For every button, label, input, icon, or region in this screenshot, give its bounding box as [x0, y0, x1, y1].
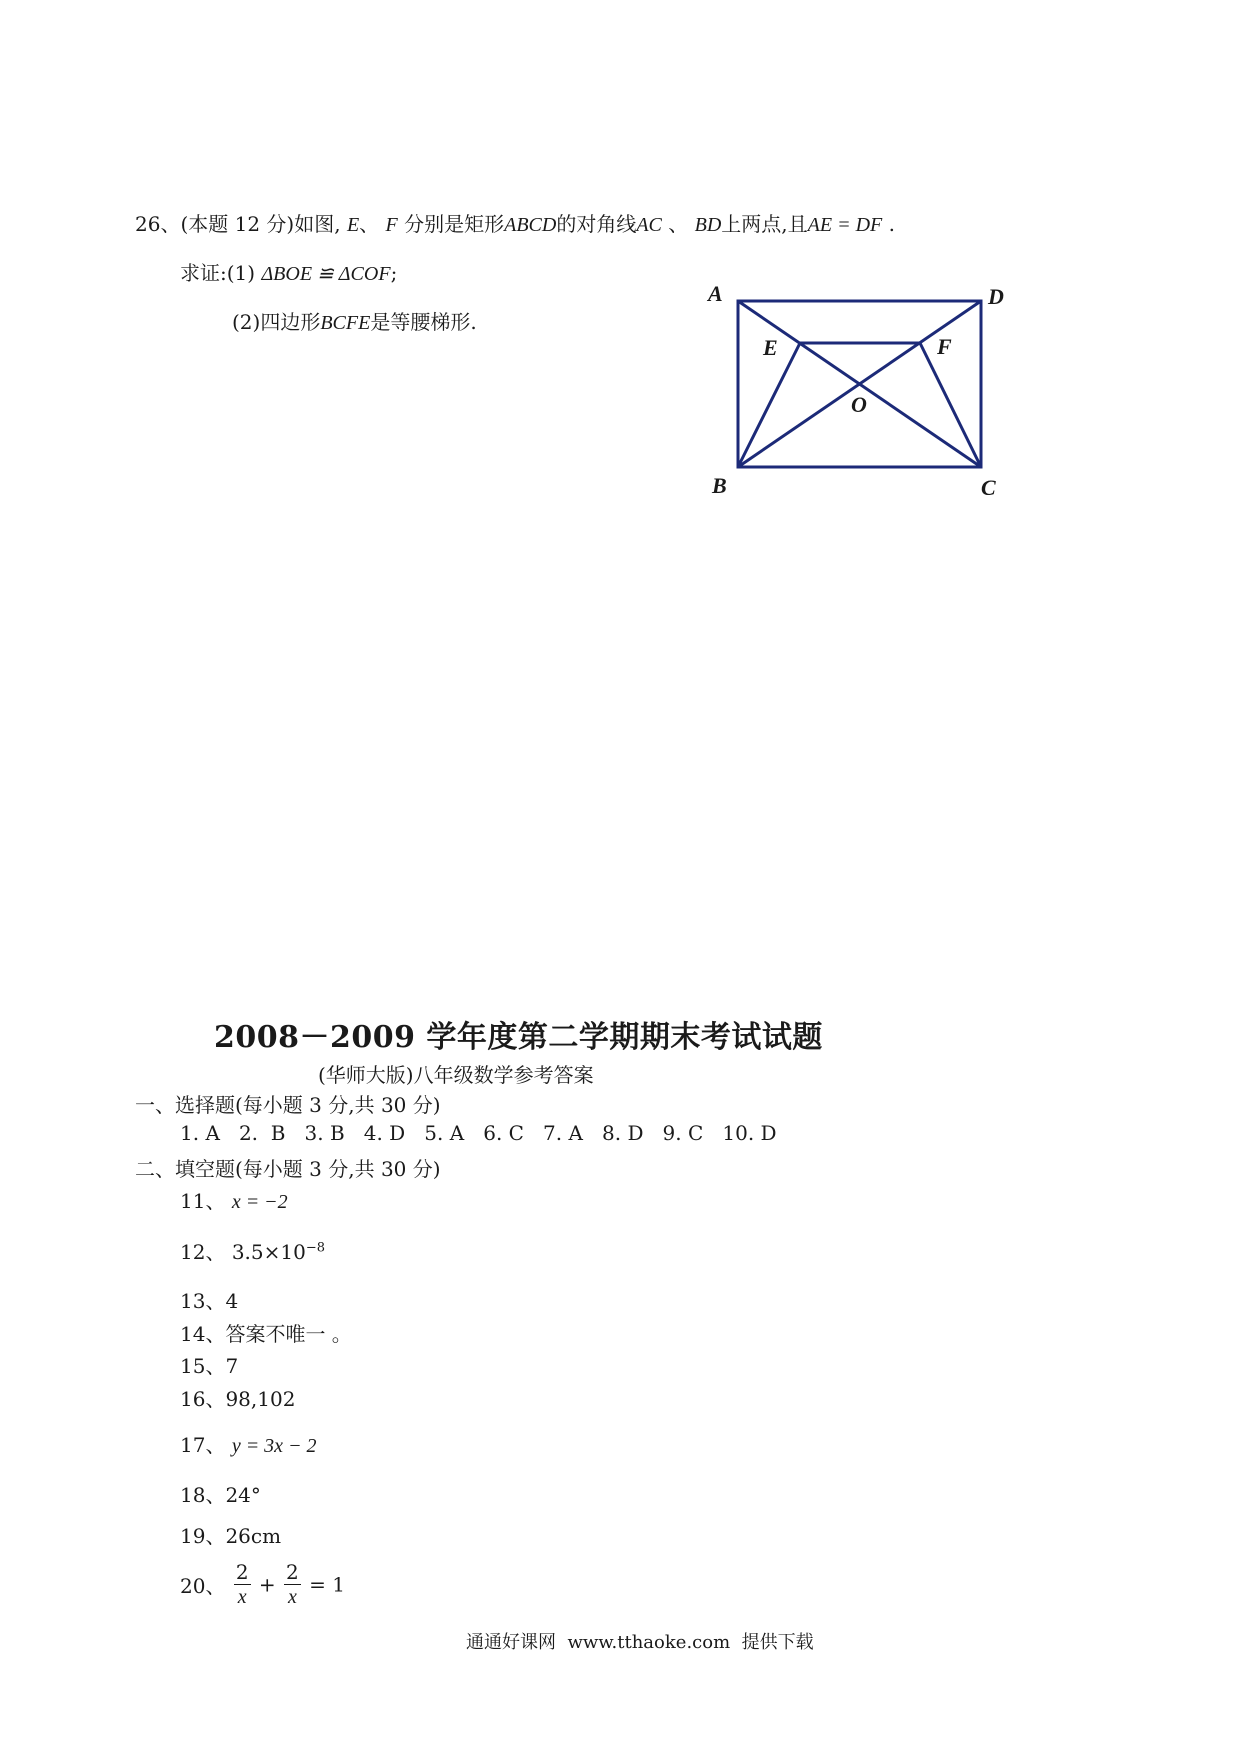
quad-bcfe: BCFE [320, 312, 371, 334]
rect-abcd: ABCD [504, 214, 557, 236]
answer-12-base: 3.5×10 [231, 1240, 306, 1264]
answer-20-number: 20、 [180, 1574, 226, 1598]
answer-12-number: 12、 [180, 1240, 226, 1264]
answer-12-exponent: −8 [305, 1240, 325, 1256]
question-number: 26、 [135, 212, 181, 236]
answer-17-value: y = 3x − 2 [231, 1435, 317, 1457]
label-b: B [712, 473, 727, 498]
diag-ac: AC [636, 214, 662, 236]
fraction-2-numerator: 2 [286, 1560, 299, 1584]
question-text: 的对角线 [556, 212, 637, 236]
label-a: A [708, 281, 723, 306]
answer-14: 14、答案不唯一 。 [180, 1322, 352, 1346]
prove-part1 [180, 257, 397, 286]
label-f: F [937, 334, 952, 359]
label-d: D [988, 284, 1004, 309]
point-e: E [346, 214, 360, 236]
prove-part2 [232, 306, 477, 335]
point-f: F [385, 214, 398, 236]
answer-18: 18、24° [180, 1483, 261, 1507]
section-1-heading: 一、选择题(每小题 3 分,共 30 分) [135, 1093, 441, 1117]
label-c: C [981, 475, 996, 500]
prove2-prefix: (2)四边形 [232, 310, 321, 334]
separator: 、 [359, 212, 380, 236]
fraction-1-denominator: x [237, 1586, 247, 1608]
condition-eq: AE = DF [807, 214, 883, 236]
fraction-2-denominator: x [287, 1586, 297, 1608]
segment-cf [920, 343, 981, 467]
answer-19: 19、26cm [180, 1524, 282, 1548]
semicolon: ; [390, 261, 398, 285]
fraction-2 [284, 1560, 301, 1609]
answer-17-number: 17、 [180, 1433, 226, 1457]
answer-17 [180, 1429, 317, 1458]
answer-15: 15、7 [180, 1354, 239, 1378]
rectangle-figure [690, 270, 1010, 530]
question-text: 分别是矩形 [404, 212, 505, 236]
segment-be [738, 343, 800, 467]
answer-12 [180, 1236, 325, 1265]
label-e: E [763, 335, 778, 360]
answers-title: 2008－2009 学年度第二学期期末考试试题 [214, 1020, 823, 1055]
answer-20-rhs: = 1 [309, 1572, 345, 1597]
diag-bd: BD [694, 214, 722, 236]
label-o: O [851, 392, 867, 417]
answer-11 [180, 1185, 288, 1214]
answer-20 [180, 1560, 345, 1609]
answer-13: 13、4 [180, 1289, 239, 1313]
answer-11-number: 11、 [180, 1189, 226, 1213]
answer-16: 16、98,102 [180, 1387, 296, 1411]
prove-label: 求证:(1) [180, 261, 256, 285]
answer-11-value: x = −2 [231, 1191, 288, 1213]
prove2-suffix: 是等腰梯形. [370, 310, 477, 334]
prove1-expression: ΔBOE ≌ ΔCOF [261, 263, 391, 285]
question-26-line1 [135, 208, 895, 237]
plus-sign: + [258, 1572, 276, 1597]
question-text: 上两点,且 [721, 212, 808, 236]
fraction-1-numerator: 2 [235, 1560, 249, 1584]
choice-answers: 1. A 2. B 3. B 4. D 5. A 6. C 7. A 8. D 9. C 10. D [180, 1121, 777, 1145]
separator: 、 [668, 212, 689, 236]
question-intro: (本题 12 分)如图, [180, 212, 341, 236]
fraction-1 [234, 1560, 251, 1609]
answers-subtitle: (华师大版)八年级数学参考答案 [318, 1063, 594, 1087]
section-2-heading: 二、填空题(每小题 3 分,共 30 分) [135, 1157, 441, 1181]
page-footer: 通通好课网 www.tthaoke.com 提供下载 [466, 1632, 814, 1653]
period: . [888, 212, 895, 236]
